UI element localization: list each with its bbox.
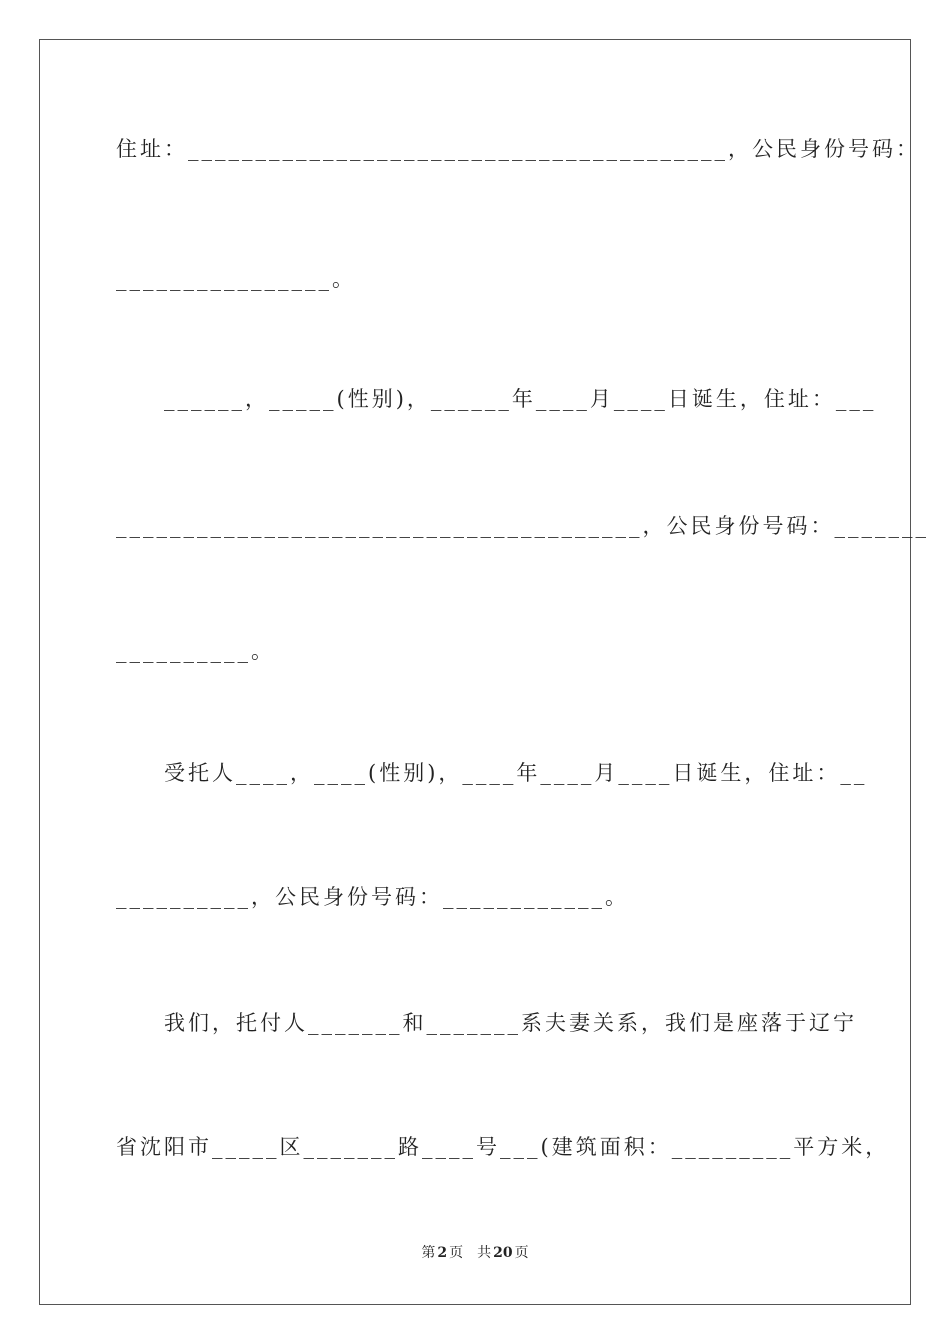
footer-page-total: 20	[493, 1245, 513, 1261]
text-line-5: __________。	[116, 639, 275, 663]
text-line-7: __________，公民身份号码：____________。	[116, 885, 629, 909]
text-line-1: 住址：________________________________________，公民身份号码：	[116, 137, 920, 161]
text-line-2: ________________。	[116, 267, 356, 291]
footer-mid: 页 共	[449, 1245, 492, 1261]
footer-suffix: 页	[514, 1245, 529, 1261]
text-line-3: ______，_____(性别)，______年____月____日诞生，住址：___	[116, 387, 877, 411]
page-border	[39, 39, 929, 1305]
text-line-9: 省沈阳市_____区_______路____号___(建筑面积：_________平方米，	[116, 1135, 890, 1159]
page-footer	[0, 1244, 950, 1262]
footer-page-number: 2	[437, 1245, 448, 1261]
text-line-8: 我们，托付人_______和_______系夫妻关系，我们是座落于辽宁	[116, 1011, 857, 1035]
footer-prefix: 第	[421, 1245, 436, 1261]
text-line-6: 受托人____，____(性别)，____年____月____日诞生，住址：__	[116, 761, 868, 785]
text-line-4: _______________________________________，公民身份号码：_______	[116, 514, 929, 538]
